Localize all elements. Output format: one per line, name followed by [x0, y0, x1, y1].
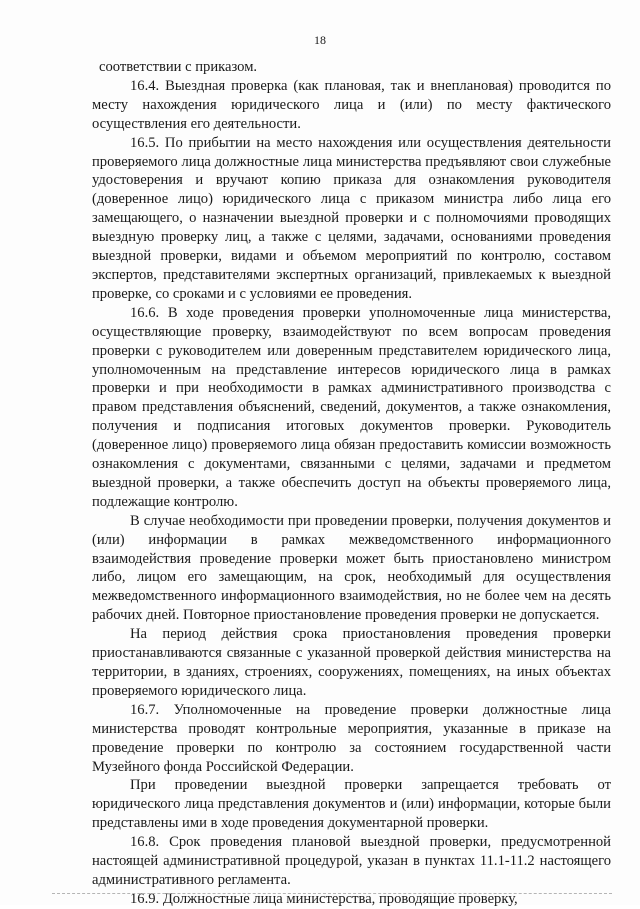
bottom-divider: [52, 893, 612, 894]
paragraph-16-5: 16.5. По прибытии на место нахождения или осуществления деятельности проверяемого лица должностные лица министерства предъявляют свои служебные удостоверения и вручают копию приказа для ознакомления руководителя (доверенное лицо) юридического лица с приказом министра либо лица его замещающего, о назначении выездной проверки и с полномочиями проводящих выездную проверку лиц, а также с целями, задачами, основаниями проведения выездной проверки, видами и объемом мероприятий по контролю, составом экспертов, представителями экспертных организаций, привлекаемых к выездной проверке, со сроками и с условиями ее проведения.: [92, 134, 611, 302]
paragraph-16-8: 16.8. Срок проведения плановой выездной проверки, предусмотренной настоящей административной процедурой, указан в пунктах 11.1-11.2 настоящего административного регламента.: [92, 834, 611, 888]
page-number: 18: [314, 33, 326, 47]
document-body: [92, 58, 611, 909]
paragraph-continuation: соответствии с приказом.: [99, 59, 258, 75]
paragraph-suspension: В случае необходимости при проведении проверки, получения документов и (или) информации в рамках межведомственного информационного взаимодействия проведение проверки может быть приостановлено министром либо, лицом его замещающим, на срок, необходимый для осуществления межведомственного информационного взаимодействия, но не более чем на десять рабочих дней. Повторное приостановление проведения проверки не допускается.: [92, 512, 611, 624]
paragraph-suspension-period: На период действия срока приостановления проведения проверки приостанавливаются связанные с указанной проверкой действия министерства на территории, в зданиях, строениях, сооружениях, помещениях, на иных объектах проверяемого юридического лица.: [92, 626, 611, 699]
paragraph-16-9: 16.9. Должностные лица министерства, проводящие проверку,: [130, 890, 518, 907]
paragraph-16-4: 16.4. Выездная проверка (как плановая, так и внеплановая) проводится по месту нахождения юридического лица и (или) по месту фактического осуществления его деятельности.: [92, 77, 611, 132]
paragraph-16-6: 16.6. В ходе проведения проверки уполномоченные лица министерства, осуществляющие проверку, взаимодействуют по всем вопросам проведения проверки с руководителем или доверенным представителем юридического лица, уполномоченным на представление интересов юридического лица в рамках проверки и при необходимости в рамках административного производства с правом представления объяснений, сведений, документов, а также ознакомления, получения и подписания итоговых документов проверки. Руководитель (доверенное лицо) проверяемого лица обязан предоставить комиссии возможность ознакомления с документами, связанными с целями, задачами и предметом выездной проверки, а также обеспечить доступ на объекты проверяемого лица, подлежащие контролю.: [92, 304, 611, 510]
paragraph-16-7: 16.7. Уполномоченные на проведение проверки должностные лица министерства проводят контрольные мероприятия, указанные в приказе на проведение проверки по контролю за состоянием государственной части Музейного фонда Российской Федерации.: [92, 701, 611, 775]
paragraph-prohibition: При проведении выездной проверки запрещается требовать от юридического лица представления документов и (или) информации, которые были представлены ими в ходе проведения документарной проверки.: [92, 777, 611, 832]
